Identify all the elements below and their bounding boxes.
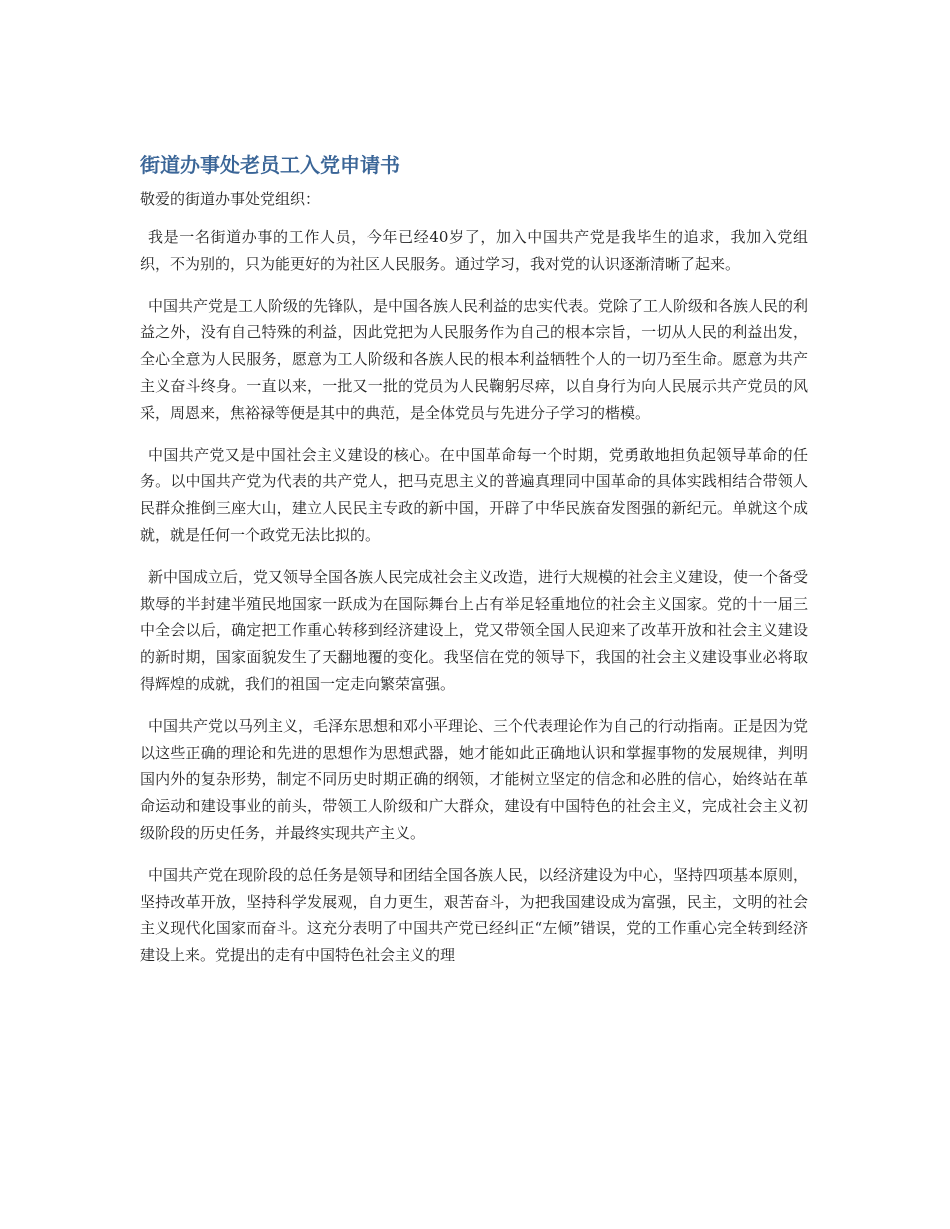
salutation: 敬爱的街道办事处党组织： <box>140 190 321 208</box>
paragraph-5: 中国共产党以马列主义，毛泽东思想和邓小平理论、三个代表理论作为自己的行动指南。正是因为党以这些正确的理论和先进的思想作为思想武器，她才能如此正确地认识和掌握事物的发展规律，判明国内外的复杂形势，制定不同历史时期正确的纲领，才能树立坚定的信念和必胜的信心，始终站在革命运动和建设事业的前头，带领工人阶级和广大群众，建设有中国特色的社会主义，完成社会主义初级阶段的历史任务，并最终实现共产主义。 <box>140 716 809 842</box>
document-page <box>140 150 808 984</box>
paragraph-6: 中国共产党在现阶段的总任务是领导和团结全国各族人民，以经济建设为中心，坚持四项基本原则，坚持改革开放，坚持科学发展观，自力更生，艰苦奋斗，为把我国建设成为富强，民主，文明的社会主义现代化国家而奋斗。这充分表明了中国共产党已经纠正“左倾”错误，党的工作重心完全转到经济建设上来。党提出的走有中国特色社会主义的理 <box>140 865 809 965</box>
paragraph-2: 中国共产党是工人阶级的先锋队，是中国各族人民利益的忠实代表。党除了工人阶级和各族人民的利益之外，没有自己特殊的利益，因此党把为人民服务作为自己的根本宗旨，一切从人民的利益出发，全心全意为人民服务，愿意为工人阶级和各族人民的根本利益牺牲个人的一切乃至生命。愿意为共产主义奋斗终身。一直以来，一批又一批的党员为人民鞠躬尽瘁，以自身行为向人民展示共产党员的风采，周恩来，焦裕禄等便是其中的典范，是全体党员与先进分子学习的楷模。 <box>140 296 809 422</box>
paragraph-3: 中国共产党又是中国社会主义建设的核心。在中国革命每一个时期，党勇敢地担负起领导革命的任务。以中国共产党为代表的共产党人，把马克思主义的普遍真理同中国革命的具体实践相结合带领人民群众推倒三座大山，建立人民民主专政的新中国，开辟了中华民族奋发图强的新纪元。单就这个成就，就是任何一个政党无法比拟的。 <box>140 445 808 544</box>
paragraph-1: 我是一名街道办事的工作人员，今年已经40岁了，加入中国共产党是我毕生的追求，我加入党组织，不为别的，只为能更好的为社区人民服务。通过学习，我对党的认识逐渐清晰了起来。 <box>140 228 808 273</box>
paragraph-4: 新中国成立后，党又领导全国各族人民完成社会主义改造，进行大规模的社会主义建设，使一个备受欺辱的半封建半殖民地国家一跃成为在国际舞台上占有举足轻重地位的社会主义国家。党的十一届三中全会以后，确定把工作重心转移到经济建设上，党又带领全国人民迎来了改革开放和社会主义建设的新时期，国家面貌发生了天翻地覆的变化。我坚信在党的领导下，我国的社会主义建设事业必将取得辉煌的成就，我们的祖国一定走向繁荣富强。 <box>140 567 809 693</box>
document-title: 街道办事处老员工入党申请书 <box>140 153 400 177</box>
